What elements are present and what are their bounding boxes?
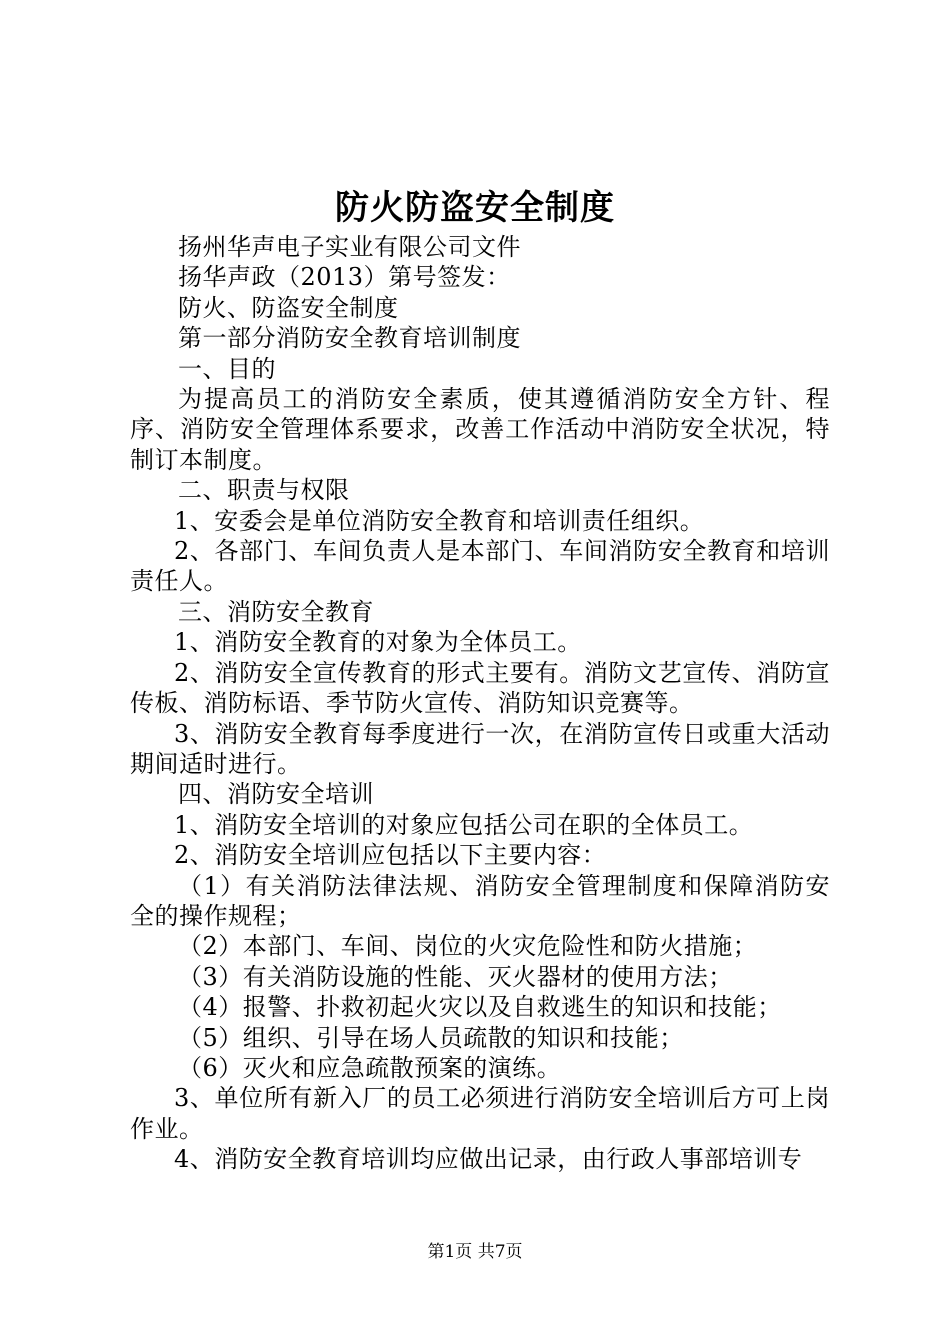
paragraph-purpose: 为提高员工的消防安全素质，使其遵循消防安全方针、程序、消防安全管理体系要求，改善工作活动中消防安全状况，特制订本制度。: [130, 385, 830, 474]
list-item-training-content-3: （3）有关消防设施的性能、灭火器材的使用方法；: [178, 962, 733, 991]
list-item-training-content-2: （2）本部门、车间、岗位的火灾危险性和防火措施；: [178, 932, 758, 961]
document-title: 防火防盗安全制度: [335, 188, 615, 228]
paragraph-company-header: 扬州华声电子实业有限公司文件: [178, 233, 521, 261]
section-heading-purpose: 一、目的: [178, 354, 276, 383]
paragraph-education-2: 2、消防安全宣传教育的形式主要有。消防文艺宣传、消防宣传板、消防标语、季节防火宣传、消防知识竞赛等。: [130, 658, 830, 718]
paragraph-education-1: 1、消防安全教育的对象为全体员工。: [174, 628, 582, 657]
list-item-training-content-1: （1）有关消防法律法规、消防安全管理制度和保障消防安全的操作规程；: [130, 871, 830, 930]
section-heading-education: 三、消防安全教育: [178, 597, 374, 626]
document-body: [130, 232, 830, 1175]
paragraph-education-3: 3、消防安全教育每季度进行一次，在消防宣传日或重大活动期间适时进行。: [130, 719, 830, 778]
paragraph-duty-1: 1、安委会是单位消防安全教育和培训责任组织。: [174, 506, 705, 535]
paragraph-training-4: 4、消防安全教育培训均应做出记录，由行政人事部培训专: [174, 1145, 803, 1174]
paragraph-training-2: 2、消防安全培训应包括以下主要内容：: [174, 841, 607, 870]
page-footer: 第1页 共7页: [427, 1242, 523, 1262]
paragraph-subtitle: 防火、防盗安全制度: [178, 293, 399, 322]
list-item-training-content-5: （5）组织、引导在场人员疏散的知识和技能；: [178, 1023, 684, 1052]
list-item-training-content-4: （4）报警、扑救初起火灾以及自救逃生的知识和技能；: [178, 993, 782, 1022]
paragraph-training-1: 1、消防安全培训的对象应包括公司在职的全体员工。: [174, 810, 754, 839]
list-item-training-content-6: （6）灭火和应急疏散预案的演练。: [178, 1053, 562, 1082]
section-heading-duties: 二、职责与权限: [178, 476, 350, 505]
paragraph-document-number: 扬华声政（2013）第号签发：: [178, 263, 511, 292]
paragraph-part-heading: 第一部分消防安全教育培训制度: [178, 324, 521, 353]
section-heading-training: 四、消防安全培训: [178, 780, 374, 809]
paragraph-training-3: 3、单位所有新入厂的员工必须进行消防安全培训后方可上岗作业。: [130, 1084, 830, 1143]
paragraph-duty-2: 2、各部门、车间负责人是本部门、车间消防安全教育和培训责任人。: [130, 537, 830, 596]
